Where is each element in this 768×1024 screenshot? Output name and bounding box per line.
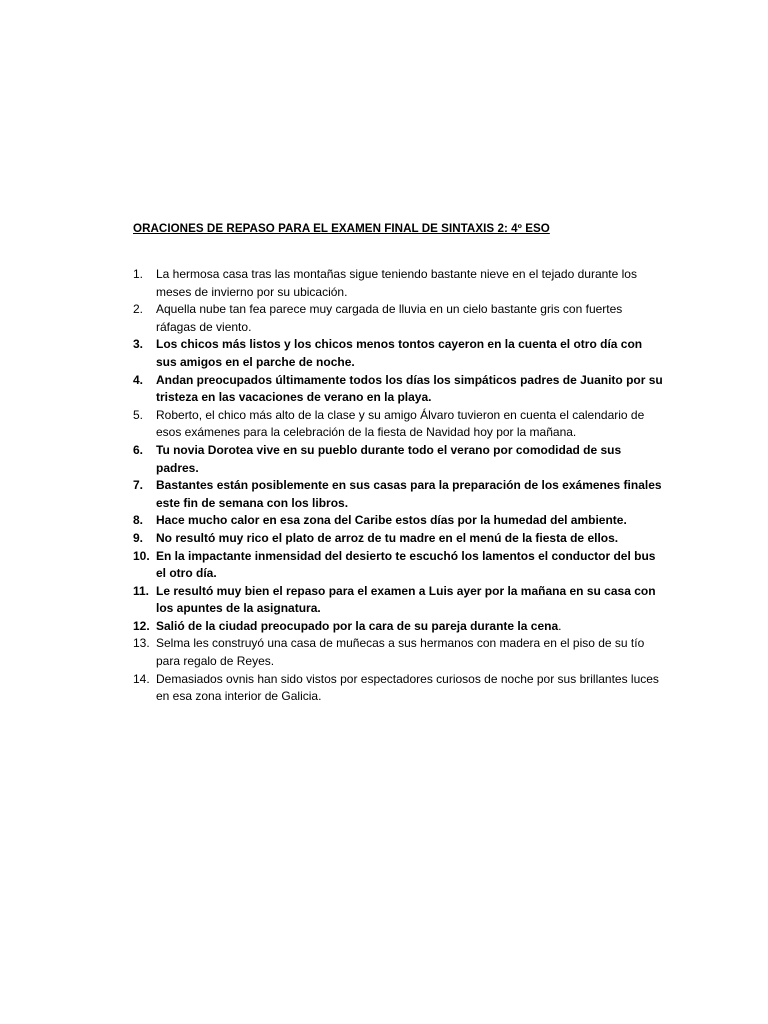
item-number: 1. xyxy=(133,267,144,281)
list-item xyxy=(133,548,663,583)
item-text-main: Salió de la ciudad preocupado por la cara de su pareja durante la cena xyxy=(156,618,559,633)
list-item xyxy=(133,530,663,548)
list-item xyxy=(133,618,663,636)
item-text: La hermosa casa tras las montañas sigue teniendo bastante nieve en el tejado durante los meses de invierno por su ubicación. xyxy=(156,267,637,299)
document-title: ORACIONES DE REPASO PARA EL EXAMEN FINAL DE SINTAXIS 2: 4º ESO xyxy=(133,222,550,235)
list-item xyxy=(133,336,663,371)
item-number: 3. xyxy=(133,337,144,352)
list-item xyxy=(133,372,663,407)
item-number: 4. xyxy=(133,372,144,387)
list-item xyxy=(133,301,663,336)
item-number: 10. xyxy=(133,548,150,563)
item-text: Le resultó muy bien el repaso para el examen a Luis ayer por la mañana en su casa con los apuntes de la asignatura. xyxy=(156,583,656,616)
item-number: 5. xyxy=(133,407,144,422)
list-item xyxy=(133,583,663,618)
item-text: Tu novia Dorotea vive en su pueblo durante todo el verano por comodidad de sus padres. xyxy=(156,442,622,475)
item-text: Hace mucho calor en esa zona del Caribe estos días por la humedad del ambiente. xyxy=(156,513,627,528)
list-item xyxy=(133,407,663,442)
item-text-suffix: . xyxy=(558,618,562,633)
list-item xyxy=(133,477,663,512)
item-number: 14. xyxy=(133,671,150,686)
item-number: 12. xyxy=(133,618,150,633)
item-text: Demasiados ovnis han sido vistos por espectadores curiosos de noche por sus brillantes luces en esa zona interior de Galicia. xyxy=(156,671,659,704)
item-number: 11. xyxy=(133,583,150,598)
item-text: En la impactante inmensidad del desierto te escuchó los lamentos el conductor del bus el otro día. xyxy=(156,548,656,581)
list-item xyxy=(133,512,663,530)
list-item xyxy=(133,266,663,301)
item-number: 2. xyxy=(133,302,144,317)
item-text xyxy=(156,618,663,636)
item-text: No resultó muy rico el plato de arroz de tu madre en el menú de la fiesta de ellos. xyxy=(156,530,619,545)
item-text: Aquella nube tan fea parece muy cargada de lluvia en un cielo bastante gris con fuertes ráfagas de viento. xyxy=(156,302,623,334)
sentence-list xyxy=(133,266,663,706)
item-number: 7. xyxy=(133,478,144,493)
item-text: Roberto, el chico más alto de la clase y su amigo Álvaro tuvieron en cuenta el calendario de esos exámenes para la celebración de la fiesta de Navidad hoy por la mañana. xyxy=(156,407,645,440)
item-number: 6. xyxy=(133,442,144,457)
item-text: Bastantes están posiblemente en sus casas para la preparación de los exámenes finales este fin de semana con los libros. xyxy=(156,478,662,510)
item-text: Andan preocupados últimamente todos los días los simpáticos padres de Juanito por su tristeza en las vacaciones de verano en la playa. xyxy=(156,372,663,405)
item-text: Selma les construyó una casa de muñecas a sus hermanos con madera en el piso de su tío para regalo de Reyes. xyxy=(156,636,645,669)
item-number: 8. xyxy=(133,513,144,528)
item-text: Los chicos más listos y los chicos menos tontos cayeron en la cuenta el otro día con sus amigos en el parche de noche. xyxy=(156,337,643,369)
item-number: 9. xyxy=(133,530,144,545)
list-item xyxy=(133,442,663,477)
item-number: 13. xyxy=(133,636,150,651)
list-item xyxy=(133,671,663,706)
list-item xyxy=(133,635,663,670)
